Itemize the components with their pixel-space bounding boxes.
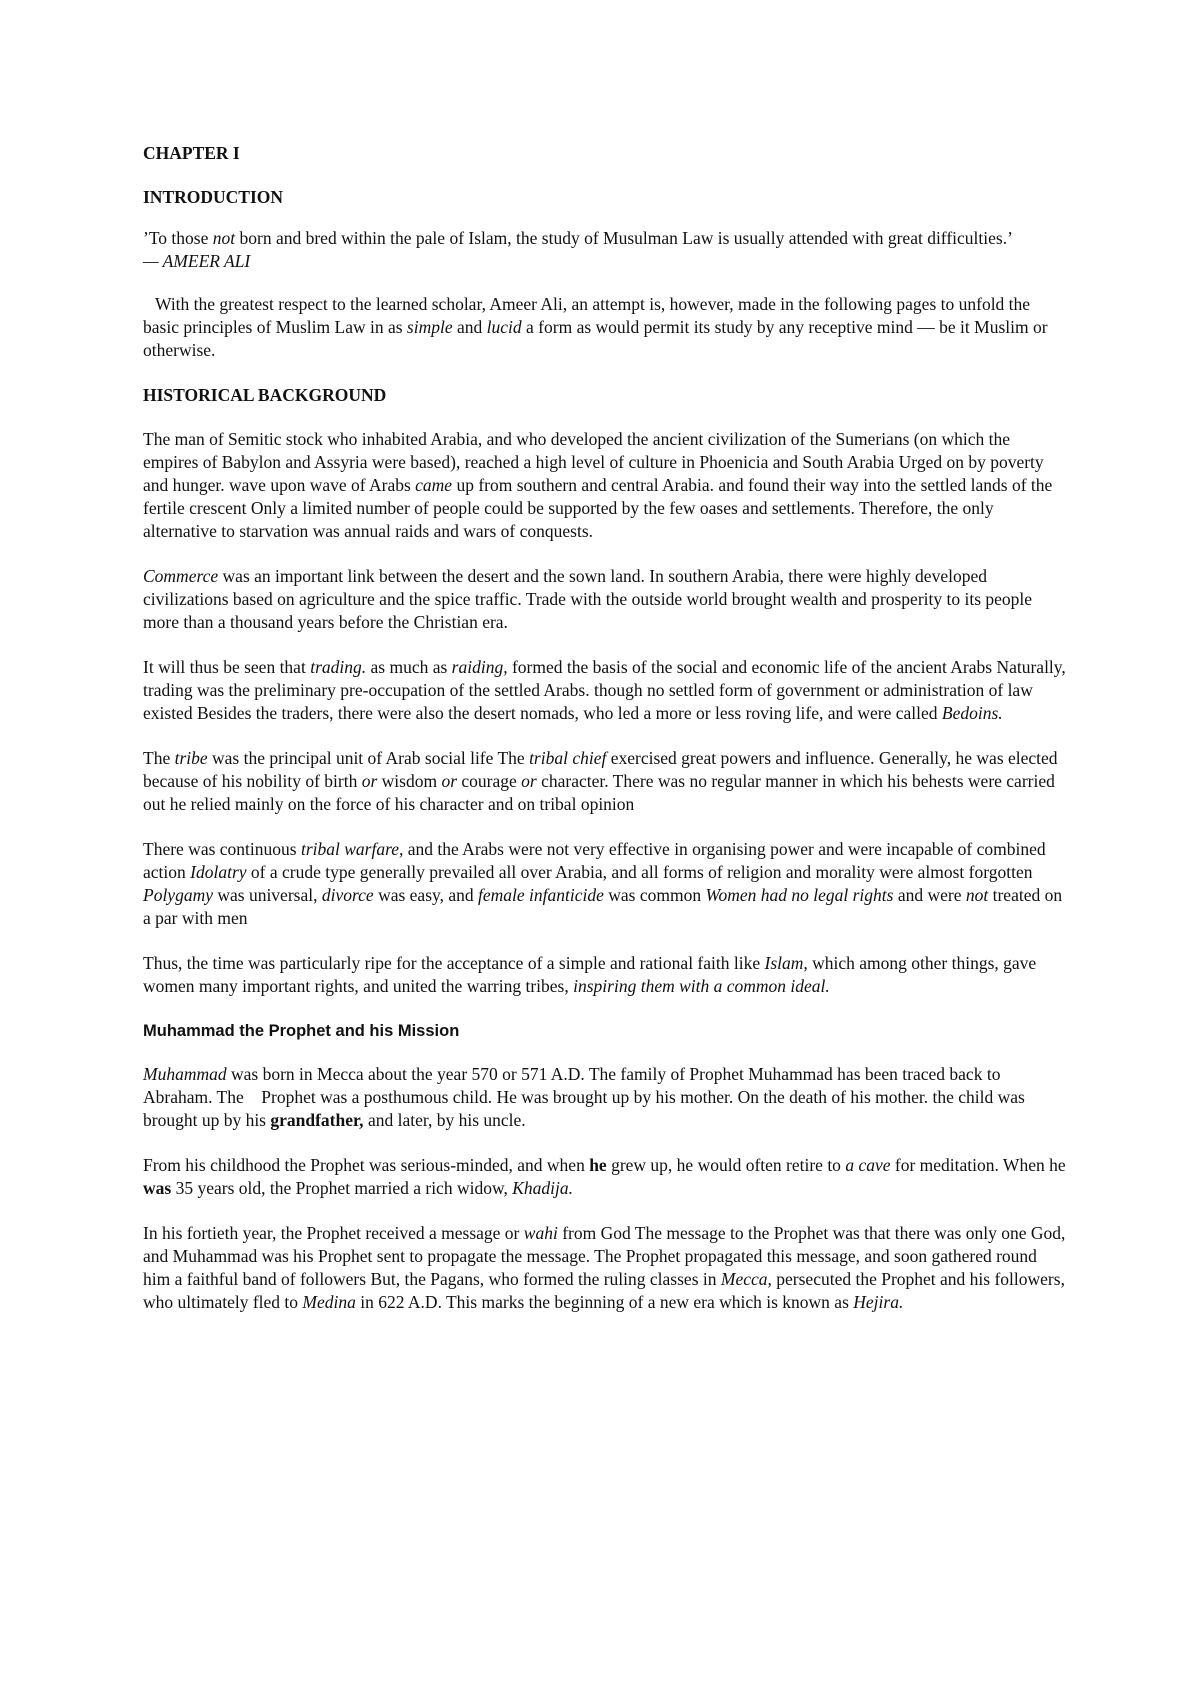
paragraph-tribe: [143, 747, 1068, 816]
emphasis-run: a cave: [845, 1155, 891, 1175]
emphasis-run: simple: [406, 317, 453, 337]
paragraph-tribal-warfare: [143, 838, 1068, 930]
introduction-heading: INTRODUCTION: [143, 187, 284, 207]
text-run: for meditation. When he: [890, 1155, 1066, 1175]
emphasis-run: or: [441, 771, 458, 791]
paragraph-muhammad-birth: [143, 1063, 1068, 1132]
text-run: was the principal unit of Arab social life The: [207, 748, 530, 768]
emphasis-run: Hejira.: [853, 1292, 904, 1312]
text-run: and the Arabs were not very effective in organising power and were incapable of combined action: [143, 839, 1046, 882]
emphasis-run: tribe: [174, 748, 208, 768]
text-run: wisdom: [377, 771, 442, 791]
emphasis-run: trading.: [310, 657, 367, 677]
text-run: up from southern and central Arabia. and found their way into the settled lands of the fertile crescent Only a limited number of people could be supported by the few oases and settlements. Therefore, the only alternative to starvation was annual raids and wars of conquests.: [143, 475, 1053, 541]
text-run: was an important link between the desert and the sown land. In southern Arabia, there were highly developed civilizations based on agriculture and the spice traffic. Trade with the outside world brought wealth and prosperity to its people more than a thousand years before the Christian era.: [143, 566, 1033, 632]
emphasis-run: Islam,: [764, 953, 808, 973]
text-run: in 622 A.D. This marks the beginning of a new era which is known as: [355, 1292, 854, 1312]
text-run: from God The message to the Prophet was that there was only one God, and Muhammad was his Prophet sent to propagate the message. The Prophet propagated this message, and soon gathered round him a faithful band of followers But, the Pagans, who formed the ruling classes in: [143, 1223, 1066, 1289]
historical-background-heading: HISTORICAL BACKGROUND: [143, 385, 387, 405]
text-run: and were: [893, 885, 966, 905]
emphasis-run: tribal chief: [529, 748, 607, 768]
text-run: grew up, he would often retire to: [606, 1155, 846, 1175]
emphasis-run: wahi: [523, 1223, 558, 1243]
text-run: The: [143, 748, 175, 768]
text-run: was easy, and: [373, 885, 479, 905]
emphasis-run: divorce: [321, 885, 374, 905]
paragraph-commerce: [143, 565, 1068, 634]
text-run: Thus, the time was particularly ripe for the acceptance of a simple and rational faith like: [143, 953, 765, 973]
text-run: exercised great powers and influence. Generally, he was elected because of his nobility of birth: [143, 748, 1058, 791]
emphasis-run: tribal warfare,: [300, 839, 404, 859]
paragraph-childhood: [143, 1154, 1068, 1200]
emphasis-run: Commerce: [143, 566, 219, 586]
chapter-label: CHAPTER I: [143, 143, 240, 163]
emphasis-run: Bedoins.: [941, 703, 1003, 723]
paragraph-semitic-stock: [143, 428, 1068, 543]
document-page: [143, 142, 1068, 1314]
text-run: There was continuous: [143, 839, 301, 859]
emphasis-run: lucid: [486, 317, 522, 337]
emphasis-run: raiding,: [451, 657, 508, 677]
text-run: formed the basis of the social and economic life of the ancient Arabs Naturally, trading was the preliminary pre-occupation of the settled Arabs. though no settled form of government or administration of law existed Besides the traders, there were also the desert nomads, who led a more or less roving life, and were called: [143, 657, 1066, 723]
mission-heading: Muhammad the Prophet and his Mission: [143, 1022, 460, 1040]
emphasis-run: Muhammad: [143, 1064, 227, 1084]
text-run: of a crude type generally prevailed all over Arabia, and all forms of religion and morality were almost forgotten: [246, 862, 1033, 882]
text-run: was born in Mecca about the year 570 or 571 A.D. The family of Prophet Muhammad has been traced back to Abraham. The Prophet was a posthumous child. He was brought up by his mother. On the death of his mother. the child was brought up by his: [143, 1064, 1030, 1130]
epigraph-text: ’To those: [143, 228, 213, 248]
text-run: was common: [603, 885, 706, 905]
emphasis-run: or: [521, 771, 537, 791]
emphasis-run: or: [361, 771, 378, 791]
text-run: treated on a par with men: [143, 885, 1063, 928]
text-run: From his childhood the Prophet was serious-minded, and when: [143, 1155, 590, 1175]
emphasis-run: Women had no legal rights: [705, 885, 894, 905]
paragraph-trading: [143, 656, 1068, 725]
emphasis-run: Mecca,: [720, 1269, 772, 1289]
paragraph-revelation: [143, 1222, 1068, 1314]
epigraph-emphasis: not: [212, 228, 236, 248]
emphasis-run: came: [415, 475, 453, 495]
text-run: With the greatest respect to the learned scholar, Ameer Ali, an attempt is, however, made in the following pages to unfold the basic principles of Muslim Law in as: [143, 294, 1031, 337]
bold-run: was: [143, 1178, 172, 1198]
text-run: and later, by his uncle.: [363, 1110, 526, 1130]
emphasis-run: not: [965, 885, 989, 905]
emphasis-run: Idolatry: [190, 862, 247, 882]
text-run: was universal,: [212, 885, 322, 905]
text-run: 35 years old, the Prophet married a rich widow,: [171, 1178, 513, 1198]
emphasis-run: female infanticide: [478, 885, 604, 905]
bold-run: he: [589, 1155, 607, 1175]
epigraph-quote: [143, 227, 1068, 250]
text-run: and: [452, 317, 487, 337]
emphasis-run: Polygamy: [143, 885, 213, 905]
text-run: courage: [457, 771, 522, 791]
emphasis-run: Medina: [302, 1292, 356, 1312]
text-run: The man of Semitic stock who inhabited Arabia, and who developed the ancient civilization of the Sumerians (on which the empires of Babylon and Assyria were based), reached a high level of culture in Phoenicia and South Arabia Urged on by poverty and hunger. wave upon wave of Arabs: [143, 429, 1044, 495]
emphasis-run: inspiring them with a common ideal.: [573, 976, 830, 996]
bold-run: grandfather,: [270, 1110, 364, 1130]
epigraph-attribution: — AMEER ALI: [143, 251, 251, 271]
text-run: a form as would permit its study by any receptive mind — be it Muslim or otherwise.: [143, 317, 1048, 360]
text-run: In his fortieth year, the Prophet received a message or: [143, 1223, 524, 1243]
paragraph-islam: [143, 952, 1068, 998]
epigraph-text: born and bred within the pale of Islam, the study of Musulman Law is usually attended with great difficulties.’: [235, 228, 1013, 248]
text-run: character. There was no regular manner in which his behests were carried out he relied mainly on the force of his character and on tribal opinion: [143, 771, 1055, 814]
emphasis-run: Khadija.: [512, 1178, 573, 1198]
text-run: which among other things, gave women many important rights, and united the warring tribes,: [143, 953, 1037, 996]
text-run: persecuted the Prophet and his followers, who ultimately fled to: [143, 1269, 1065, 1312]
text-run: as much as: [366, 657, 452, 677]
intro-paragraph: [143, 293, 1068, 362]
text-run: It will thus be seen that: [143, 657, 311, 677]
